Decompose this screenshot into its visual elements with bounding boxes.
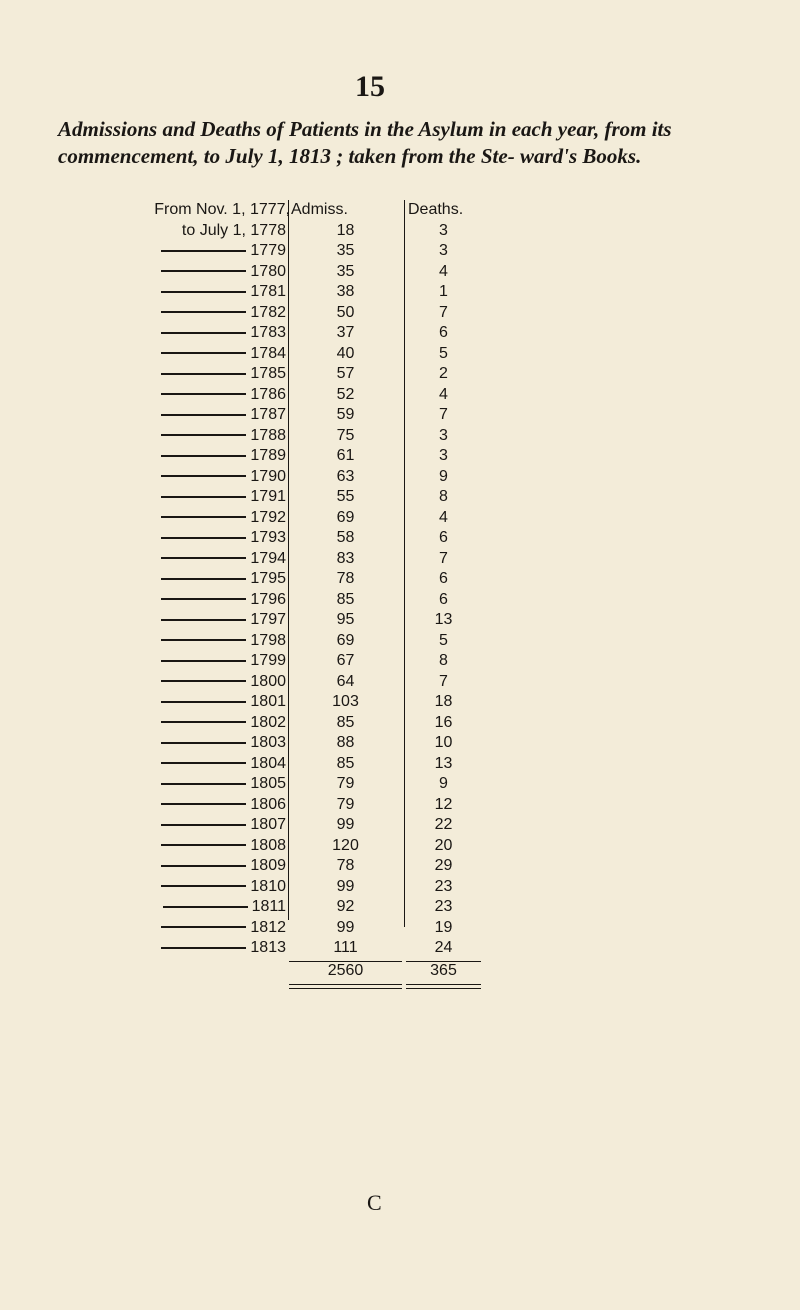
deaths-cell: 6 (439, 324, 448, 341)
admiss-cell: 50 (336, 303, 355, 321)
table-row (136, 856, 500, 877)
deaths-cell: 4 (439, 262, 448, 280)
year-label: 1799 (250, 652, 286, 669)
year-label: 1806 (250, 795, 286, 813)
table-row (136, 877, 500, 898)
year-label: 1783 (250, 324, 286, 341)
ditto-dash (161, 516, 246, 518)
table-row (136, 651, 500, 672)
year-label: 1790 (250, 467, 286, 485)
admiss-cell: 78 (336, 857, 355, 874)
ditto-dash (161, 250, 246, 252)
deaths-cell: 7 (439, 303, 448, 321)
ditto-dash (161, 885, 246, 887)
admiss-cell: 67 (336, 652, 355, 669)
deaths-cell: 10 (434, 734, 453, 751)
table-row (136, 426, 500, 447)
deaths-cell: 5 (439, 631, 448, 649)
table-row (136, 897, 500, 918)
table-row (136, 262, 500, 283)
ditto-dash (161, 352, 246, 354)
year-cell (136, 405, 286, 426)
ditto-dash (161, 947, 246, 949)
ditto-dash (161, 311, 246, 313)
ditto-dash (161, 783, 246, 785)
year-cell (136, 815, 286, 836)
deaths-cell: 12 (434, 795, 453, 813)
admiss-cell: 79 (336, 795, 355, 813)
year-label: 1781 (250, 283, 286, 300)
admiss-cell: 99 (336, 877, 355, 895)
admiss-cell: 59 (336, 406, 355, 423)
signature-mark: C (367, 1190, 382, 1215)
year-cell (136, 385, 286, 406)
table-rows (136, 221, 500, 959)
admiss-cell: 52 (336, 385, 355, 403)
year-label: 1812 (250, 918, 286, 936)
deaths-cell: 23 (434, 898, 453, 915)
admiss-cell: 35 (336, 262, 355, 280)
admiss-cell: 79 (336, 775, 355, 792)
deaths-cell: 13 (434, 611, 453, 628)
year-cell (136, 754, 286, 775)
table-row (136, 487, 500, 508)
ditto-dash (161, 291, 246, 293)
table-row (136, 344, 500, 365)
ditto-dash (161, 414, 246, 416)
year-cell (136, 364, 286, 385)
year-label: 1791 (250, 488, 286, 505)
year-cell (136, 508, 286, 529)
ditto-dash (161, 270, 246, 272)
table-row (136, 405, 500, 426)
ditto-dash (161, 660, 246, 662)
deaths-cell: 5 (439, 344, 448, 362)
table-header (136, 200, 500, 221)
year-cell (136, 897, 286, 918)
year-label: 1798 (250, 631, 286, 649)
ditto-dash (161, 844, 246, 846)
deaths-cell: 6 (439, 529, 448, 546)
ditto-dash (161, 803, 246, 805)
ditto-dash (161, 434, 246, 436)
total-deaths: 365 (430, 961, 457, 979)
ditto-dash (161, 537, 246, 539)
ditto-dash (161, 926, 246, 928)
year-cell (136, 795, 286, 816)
ditto-dash (161, 578, 246, 580)
table-row (136, 221, 500, 242)
ditto-dash (161, 455, 246, 457)
table-row (136, 918, 500, 939)
year-cell (136, 938, 286, 959)
year-cell (136, 323, 286, 344)
year-cell (136, 344, 286, 365)
deaths-cell: 8 (439, 652, 448, 669)
deaths-cell: 6 (439, 570, 448, 587)
year-label: 1803 (250, 734, 286, 751)
year-cell (136, 651, 286, 672)
table-row (136, 282, 500, 303)
deaths-cell: 19 (434, 918, 453, 936)
admiss-cell: 83 (336, 549, 355, 567)
year-cell (136, 282, 286, 303)
ditto-dash (161, 557, 246, 559)
admiss-cell: 120 (332, 836, 359, 854)
admissions-deaths-table (136, 200, 500, 985)
table-row (136, 549, 500, 570)
admiss-cell: 85 (336, 754, 355, 772)
year-cell (136, 692, 286, 713)
admiss-cell: 78 (336, 570, 355, 587)
admiss-cell: 57 (336, 365, 355, 382)
header-period: From Nov. 1, 1777, (154, 201, 290, 218)
deaths-cell: 9 (439, 467, 448, 485)
year-label: 1804 (250, 754, 286, 772)
page-number: 15 (355, 70, 385, 103)
year-cell (136, 446, 286, 467)
deaths-cell: 16 (434, 713, 453, 731)
table-row (136, 733, 500, 754)
year-cell (136, 569, 286, 590)
double-rule-admiss (289, 984, 402, 989)
ditto-dash (161, 619, 246, 621)
ditto-dash (161, 393, 246, 395)
year-label: 1787 (250, 406, 286, 423)
admiss-cell: 88 (336, 734, 355, 751)
admiss-cell: 111 (333, 939, 358, 956)
table-row (136, 672, 500, 693)
ditto-dash (161, 598, 246, 600)
admiss-cell: 69 (336, 631, 355, 649)
admiss-cell: 18 (336, 221, 355, 239)
totals-row (136, 959, 500, 985)
deaths-cell: 29 (434, 857, 453, 874)
table-row (136, 303, 500, 324)
ditto-dash (161, 824, 246, 826)
table-row (136, 528, 500, 549)
deaths-cell: 4 (439, 385, 448, 403)
deaths-cell: 3 (439, 221, 448, 239)
table-row (136, 631, 500, 652)
year-label: 1802 (250, 713, 286, 731)
deaths-cell: 7 (439, 549, 448, 567)
year-label: 1784 (250, 344, 286, 362)
year-cell (136, 426, 286, 447)
deaths-cell: 13 (434, 754, 453, 772)
ditto-dash (161, 332, 246, 334)
deaths-cell: 3 (439, 447, 448, 464)
table-row (136, 323, 500, 344)
year-cell (136, 610, 286, 631)
admiss-cell: 99 (336, 918, 355, 936)
ditto-dash (161, 475, 246, 477)
table-row (136, 467, 500, 488)
ditto-dash (161, 701, 246, 703)
admiss-cell: 69 (336, 508, 355, 526)
deaths-cell: 3 (439, 242, 448, 259)
year-label: 1785 (250, 365, 286, 382)
ditto-dash (161, 742, 246, 744)
year-cell (136, 672, 286, 693)
admiss-cell: 85 (336, 713, 355, 731)
admiss-cell: 95 (336, 611, 355, 628)
table-row (136, 241, 500, 262)
deaths-cell: 8 (439, 488, 448, 505)
table-row (136, 446, 500, 467)
year-cell (136, 262, 286, 283)
year-cell (136, 590, 286, 611)
admiss-cell: 64 (336, 672, 355, 690)
ditto-dash (161, 762, 246, 764)
year-label: 1805 (250, 775, 286, 792)
admiss-cell: 85 (336, 590, 355, 608)
year-cell (136, 241, 286, 262)
table-row (136, 815, 500, 836)
table-row (136, 692, 500, 713)
deaths-cell: 1 (439, 283, 448, 300)
ditto-dash (161, 373, 246, 375)
year-cell (136, 918, 286, 939)
ditto-dash (161, 865, 246, 867)
table-row (136, 713, 500, 734)
table-title: Admissions and Deaths of Patients in the Asylum in each year, from its commencement, to July 1, 1813 ; taken from the Ste- ward's Books. (58, 117, 672, 168)
table-row (136, 836, 500, 857)
deaths-cell: 6 (439, 590, 448, 608)
year-label: 1809 (250, 857, 286, 874)
year-label: 1780 (250, 262, 286, 280)
admiss-cell: 92 (336, 898, 355, 915)
ditto-dash (161, 721, 246, 723)
admiss-cell: 38 (336, 283, 355, 300)
year-cell (136, 877, 286, 898)
table-row (136, 795, 500, 816)
deaths-cell: 7 (439, 406, 448, 423)
year-label: 1808 (250, 836, 286, 854)
year-label: 1813 (250, 939, 286, 956)
admiss-cell: 35 (336, 242, 355, 259)
ditto-dash (161, 496, 246, 498)
admiss-cell: 58 (336, 529, 355, 546)
year-cell (136, 856, 286, 877)
year-cell (136, 528, 286, 549)
year-label: 1807 (250, 816, 286, 833)
header-deaths: Deaths. (408, 201, 464, 218)
table-row (136, 590, 500, 611)
deaths-cell: 4 (439, 508, 448, 526)
year-label: to July 1, 1778 (181, 221, 286, 239)
year-cell (136, 303, 286, 324)
year-label: 1782 (250, 303, 286, 321)
year-cell (136, 774, 286, 795)
total-admiss: 2560 (327, 961, 364, 979)
table-row (136, 774, 500, 795)
deaths-cell: 3 (439, 426, 448, 444)
admiss-cell: 99 (336, 816, 355, 833)
admiss-cell: 63 (336, 467, 355, 485)
year-cell (136, 631, 286, 652)
table-row (136, 754, 500, 775)
admiss-cell: 40 (336, 344, 355, 362)
deaths-cell: 9 (439, 775, 448, 792)
year-cell (136, 487, 286, 508)
ditto-dash (161, 680, 246, 682)
table-row (136, 385, 500, 406)
year-cell (136, 549, 286, 570)
double-rule-deaths (406, 984, 481, 989)
year-cell (136, 467, 286, 488)
year-label: 1796 (250, 590, 286, 608)
header-admiss: Admiss. (291, 201, 348, 218)
year-label: 1794 (250, 549, 286, 567)
year-label: 1788 (250, 426, 286, 444)
deaths-cell: 23 (434, 877, 453, 895)
year-label: 1795 (250, 570, 286, 587)
year-label: 1811 (251, 898, 286, 915)
deaths-cell: 20 (434, 836, 453, 854)
year-cell (136, 836, 286, 857)
admiss-cell: 75 (336, 426, 355, 444)
admiss-cell: 55 (336, 488, 355, 505)
table-row (136, 569, 500, 590)
year-label: 1793 (250, 529, 286, 546)
table-row (136, 938, 500, 959)
admiss-cell: 37 (336, 324, 355, 341)
table-row (136, 508, 500, 529)
table-row (136, 364, 500, 385)
year-label: 1792 (250, 508, 286, 526)
ditto-dash (163, 906, 248, 908)
deaths-cell: 7 (439, 672, 448, 690)
deaths-cell: 22 (434, 816, 453, 833)
deaths-cell: 18 (434, 693, 453, 710)
year-label: 1797 (250, 611, 286, 628)
ditto-dash (161, 639, 246, 641)
year-cell (136, 733, 286, 754)
year-cell (136, 713, 286, 734)
table-row (136, 610, 500, 631)
year-label: 1786 (250, 385, 286, 403)
year-label: 1779 (250, 242, 286, 259)
admiss-cell: 103 (332, 693, 359, 710)
year-cell (136, 221, 286, 242)
year-label: 1800 (250, 672, 286, 690)
year-label: 1810 (250, 877, 286, 895)
deaths-cell: 24 (434, 939, 453, 956)
admiss-cell: 61 (336, 447, 355, 464)
year-label: 1789 (250, 447, 286, 464)
deaths-cell: 2 (439, 365, 448, 382)
year-label: 1801 (250, 693, 286, 710)
